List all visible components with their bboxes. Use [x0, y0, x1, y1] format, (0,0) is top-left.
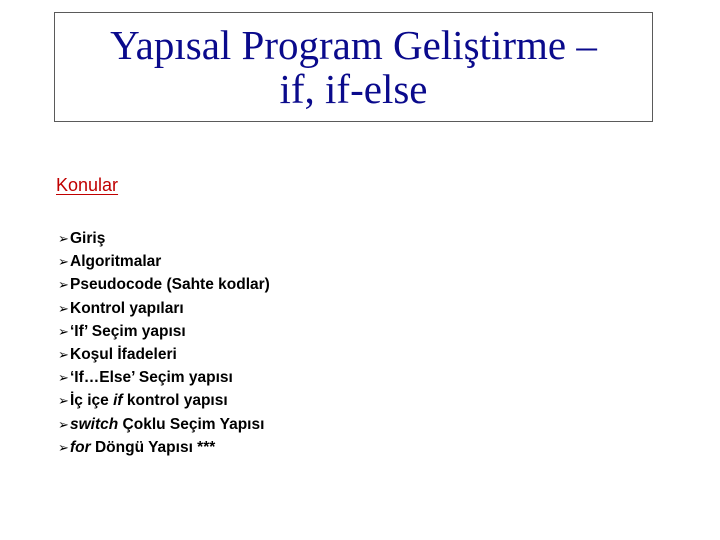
topic-keyword: for	[70, 438, 91, 456]
slide-title-box	[54, 12, 653, 122]
arrowhead-bullet-icon	[58, 275, 70, 297]
topic-text-after: kontrol yapısı	[122, 392, 228, 410]
list-item	[58, 321, 270, 344]
topic-text-before: ‘If’ Seçim yapısı	[70, 322, 186, 340]
arrowhead-bullet-icon	[58, 322, 70, 344]
topic-text-before: Kontrol yapıları	[70, 299, 184, 317]
arrowhead-bullet-icon	[58, 391, 70, 413]
list-item	[58, 274, 270, 297]
topic-text-before: Pseudocode (Sahte kodlar)	[70, 276, 270, 294]
slide-title-line-2: if, if-else	[279, 66, 428, 112]
arrowhead-bullet-icon	[58, 252, 70, 274]
topic-text-after: Çoklu Seçim Yapısı	[118, 415, 265, 433]
arrowhead-bullet-icon	[58, 345, 70, 367]
slide-title-line-1: Yapısal Program Geliştirme –	[110, 22, 597, 68]
list-item	[58, 251, 270, 274]
arrowhead-bullet-icon	[58, 415, 70, 437]
list-item	[58, 298, 270, 321]
list-item	[58, 367, 270, 390]
arrowhead-bullet-icon	[58, 368, 70, 390]
topic-text-before: ‘If…Else’ Seçim yapısı	[70, 369, 233, 387]
section-heading: Konular	[56, 175, 119, 195]
topic-text-before: İç içe	[70, 392, 114, 410]
topic-text-before: Algoritmalar	[70, 253, 162, 271]
topic-text-after: Döngü Yapısı ***	[90, 438, 216, 456]
topic-keyword: switch	[70, 415, 119, 433]
topic-keyword: if	[113, 392, 123, 410]
list-item	[58, 228, 270, 251]
list-item	[58, 344, 270, 367]
list-item	[58, 414, 270, 437]
list-item	[58, 390, 270, 413]
arrowhead-bullet-icon	[58, 299, 70, 321]
topic-text-before: Giriş	[70, 230, 106, 247]
topic-text-before: Koşul İfadeleri	[70, 346, 177, 364]
topic-list	[58, 228, 270, 460]
list-item	[58, 437, 270, 460]
arrowhead-bullet-icon	[58, 438, 70, 460]
arrowhead-bullet-icon	[58, 229, 70, 251]
